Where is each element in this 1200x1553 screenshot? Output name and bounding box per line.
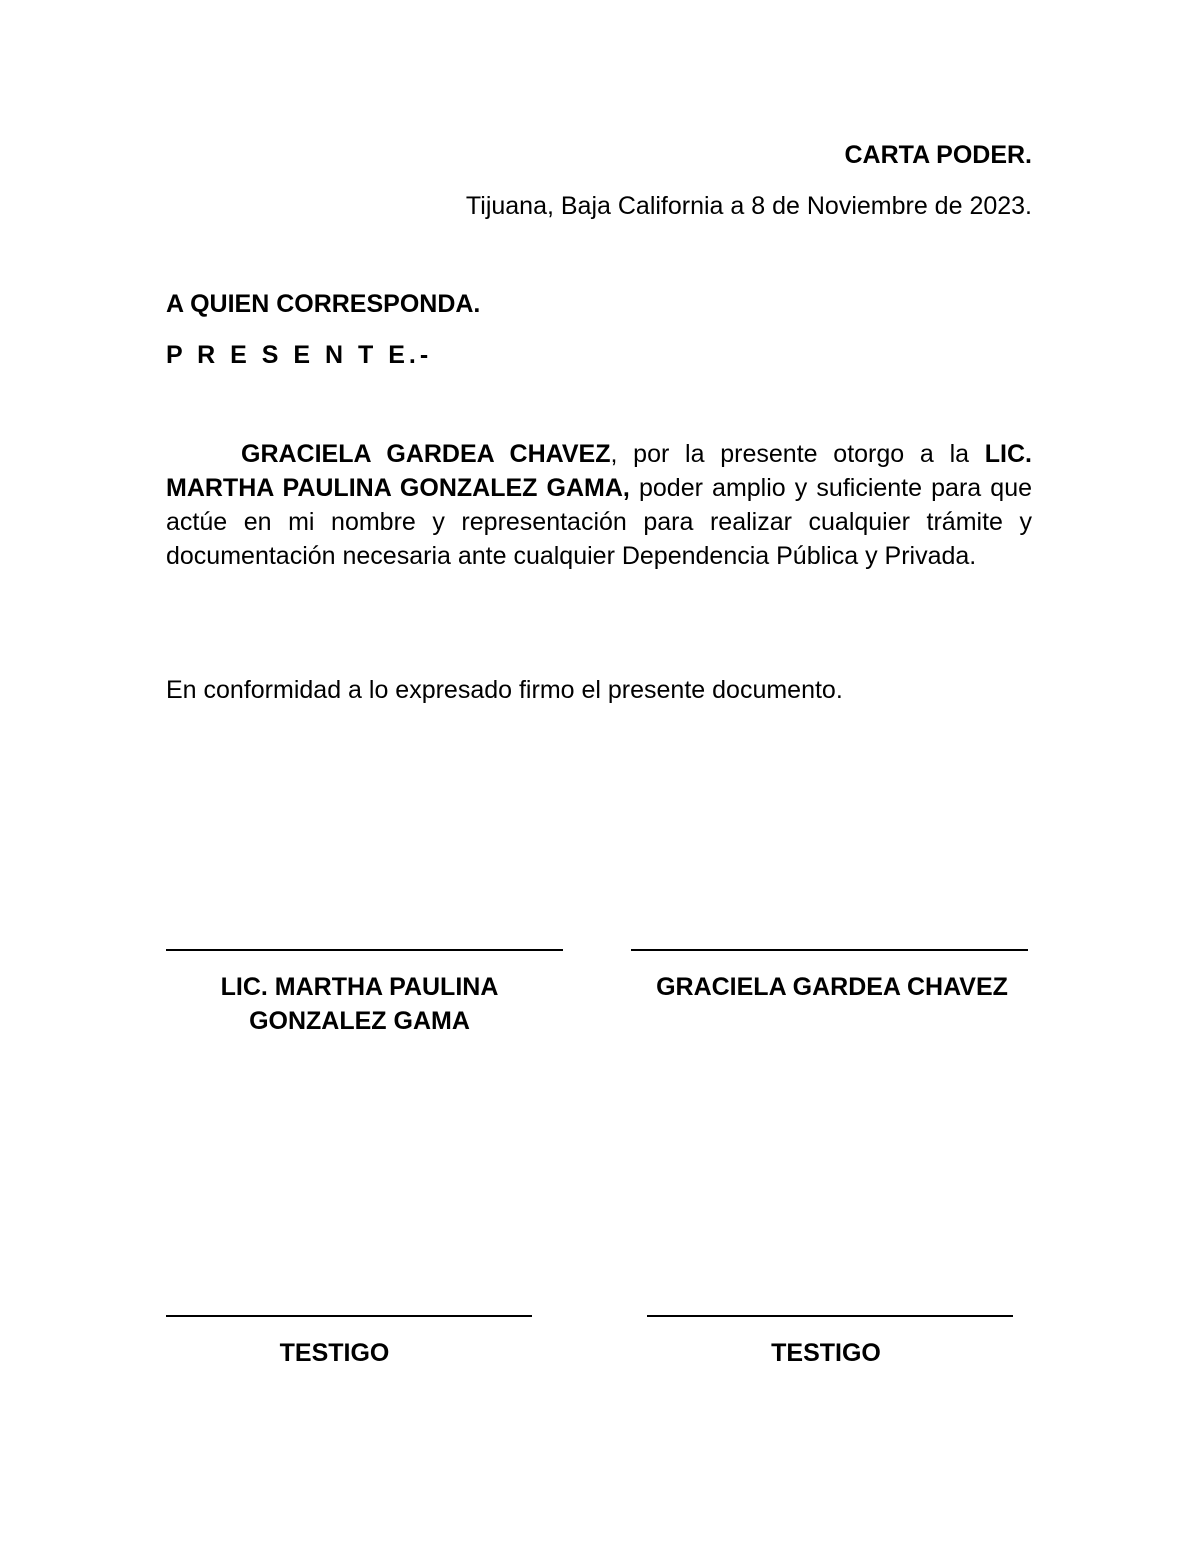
witness-1-label: TESTIGO <box>279 1339 390 1367</box>
body-paragraph <box>166 437 1032 573</box>
body-text-2: poder amplio y suficiente para que actúe en mi nombre y representación para realizar cualquier trámite y documentación necesaria ante cualquier Dependencia Pública y Privada. <box>166 474 1032 570</box>
agent-signature-name-line-2: GONZALEZ GAMA <box>249 1007 470 1035</box>
witness-2-label: TESTIGO <box>771 1339 881 1367</box>
witness-2-signature-line <box>647 1315 1013 1317</box>
witness-1-signature-line <box>166 1315 532 1317</box>
date-line: Tijuana, Baja California a 8 de Noviembre de 2023. <box>465 192 1032 220</box>
body-text-1: , por la presente otorgo a la <box>610 440 985 468</box>
agent-signature-name <box>166 970 553 1038</box>
grantor-signature-line <box>631 949 1028 951</box>
grantor-signature-name: GRACIELA GARDEA CHAVEZ <box>656 973 1008 1001</box>
agent-signature-line <box>166 949 563 951</box>
agent-name: LIC. MARTHA PAULINA GONZALEZ GAMA, <box>166 440 1032 502</box>
agent-signature-name-line-1: LIC. MARTHA PAULINA <box>220 973 499 1001</box>
closing-statement: En conformidad a lo expresado firmo el presente documento. <box>166 676 843 704</box>
grantor-name: GRACIELA GARDEA CHAVEZ <box>241 440 611 468</box>
addressee: A QUIEN CORRESPONDA. <box>166 290 481 318</box>
document-title: CARTA PODER. <box>844 141 1032 169</box>
presente-heading: P R E S E N T E.- <box>166 341 433 369</box>
